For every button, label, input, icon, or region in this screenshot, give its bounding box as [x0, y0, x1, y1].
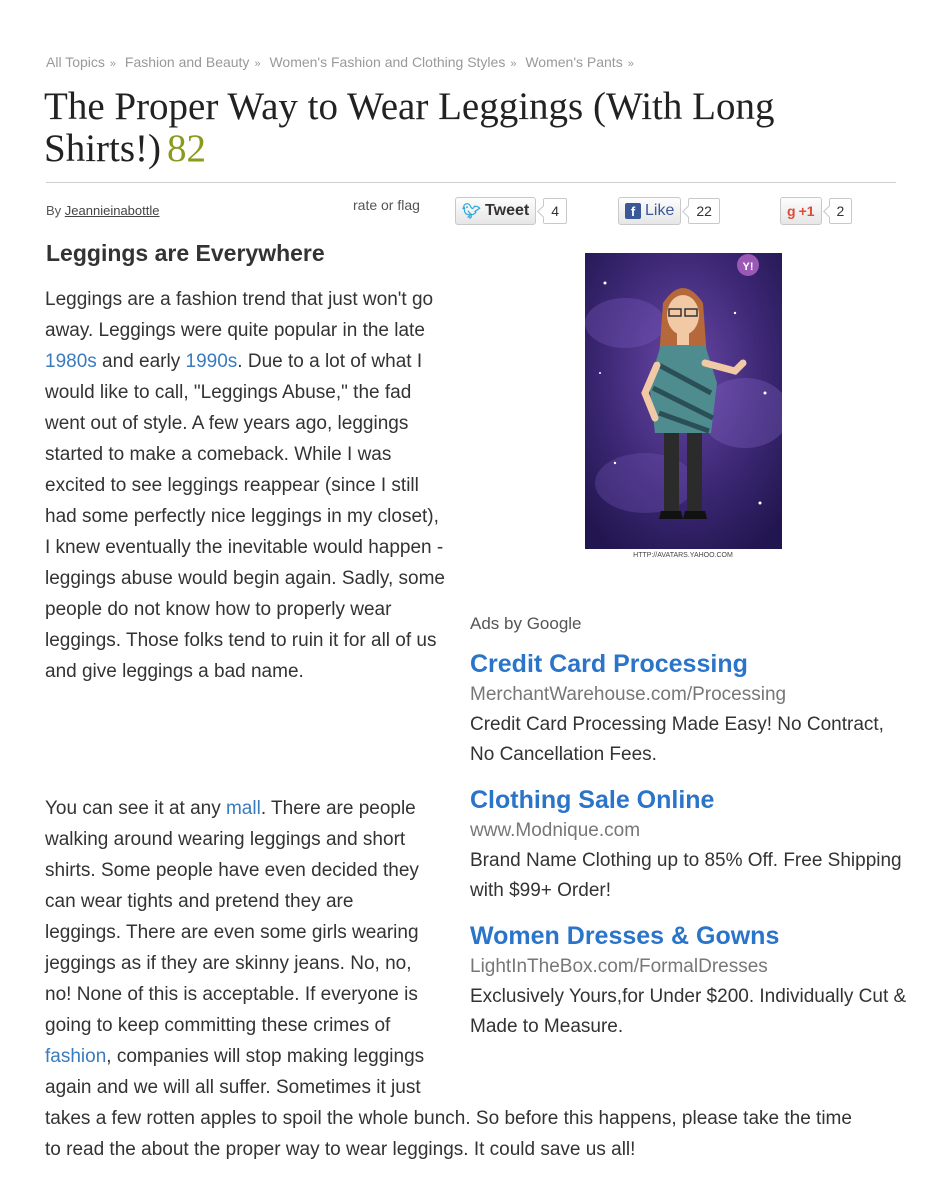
avatar-badge: Y!	[742, 261, 754, 273]
ads-label: Ads by Google	[470, 614, 582, 633]
ad-title-link[interactable]: Clothing Sale Online	[470, 786, 715, 814]
tweet-widget	[455, 196, 567, 226]
facebook-like-button[interactable]	[618, 197, 681, 225]
breadcrumb-all-topics[interactable]: All Topics	[46, 54, 105, 70]
google-plus-icon: g	[787, 203, 796, 219]
ad-title-link[interactable]: Women Dresses & Gowns	[470, 922, 780, 950]
paragraph-text: Leggings are a fashion trend that just won't go away. Leggings were quite popular in the late	[45, 289, 434, 341]
avatar-image	[585, 253, 782, 559]
image-caption: HTTP://AVATARS.YAHOO.COM	[633, 552, 733, 559]
ad-title-link[interactable]: Credit Card Processing	[470, 650, 748, 678]
link-fashion[interactable]: fashion	[45, 1046, 107, 1067]
ad-description: Exclusively Yours,for Under $200. Individually Cut & Made to Measure.	[470, 986, 907, 1037]
by-label: By	[46, 203, 62, 218]
paragraph-text: and early	[96, 351, 186, 372]
avatar-illustration	[585, 253, 782, 559]
breadcrumb-separator: »	[254, 58, 261, 70]
page-title	[44, 86, 884, 170]
breadcrumb-womens-fashion[interactable]: Women's Fashion and Clothing Styles	[269, 54, 506, 70]
twitter-bird-icon: 🐦︎	[462, 203, 482, 220]
facebook-like-widget	[618, 196, 720, 226]
breadcrumb-fashion-and-beauty[interactable]: Fashion and Beauty	[124, 54, 250, 70]
ad-item	[470, 920, 910, 1042]
ad-url: MerchantWarehouse.com/Processing	[470, 684, 787, 705]
google-plus-one-button[interactable]	[780, 197, 822, 225]
like-count: 22	[688, 198, 720, 224]
paragraph-text: , companies will stop making leggings again and we will all suffer. Sometimes it just takes a few rotten apples to spoil the whole bunch. So before this happens, please take the time to read the about the proper way to wear leggings. It could save us all!	[45, 1046, 852, 1160]
rate-or-flag-link[interactable]: rate or flag	[353, 197, 420, 213]
section-heading: Leggings are Everywhere	[46, 240, 325, 266]
breadcrumb	[46, 54, 639, 70]
breadcrumb-separator: »	[627, 58, 634, 70]
paragraph-text: . Due to a lot of what I would like to call, "Leggings Abuse," the fad went out of style. A few years ago, leggings started to make a comeback. While I was excited to see leggings reappear (since I still had some perfectly nice leggings in my closet), I knew eventually the inevitable would happen - leggings abuse would begin again. Sadly, some people do not know how to properly wear leggings. Those folks tend to ruin it for all of us and give leggings a bad name.	[45, 351, 445, 682]
author-link[interactable]: Jeannieinabottle	[64, 203, 160, 218]
paragraph-text: You can see it at any	[45, 798, 226, 819]
facebook-icon: f	[625, 203, 641, 219]
plus-one-count: 2	[829, 198, 853, 224]
title-divider	[46, 182, 896, 183]
paragraph-text: . There are people walking around wearing leggings and short shirts. Some people have even decided they can wear tights and pretend they are leggings. There are even some girls wearing jeggings as if they are skinny jeans. No, no, no! None of this is acceptable. If everyone is going to keep committing these crimes of	[45, 798, 419, 1036]
like-label: Like	[645, 202, 675, 219]
tweet-count: 4	[543, 198, 567, 224]
breadcrumb-womens-pants[interactable]: Women's Pants	[525, 54, 623, 70]
article-paragraph-1	[45, 284, 445, 687]
breadcrumb-separator: »	[510, 58, 517, 70]
tweet-label: Tweet	[485, 202, 530, 219]
ad-url: www.Modnique.com	[470, 820, 641, 841]
link-1990s[interactable]: 1990s	[185, 351, 238, 372]
title-text: The Proper Way to Wear Leggings (With Long Shirts!)	[44, 85, 775, 170]
google-ads	[470, 614, 910, 1042]
ad-item	[470, 648, 910, 770]
tweet-button[interactable]	[455, 197, 536, 225]
ad-description: Brand Name Clothing up to 85% Off. Free Shipping with $99+ Order!	[470, 850, 902, 901]
link-mall[interactable]: mall	[225, 798, 261, 819]
ad-description: Credit Card Processing Made Easy! No Contract, No Cancellation Fees.	[470, 714, 884, 765]
plus-one-label: +1	[798, 203, 815, 219]
ad-item	[470, 784, 910, 906]
breadcrumb-separator: »	[109, 58, 117, 70]
google-plus-widget	[780, 196, 852, 226]
byline	[46, 203, 160, 218]
hub-score: 82	[167, 127, 206, 170]
link-1980s[interactable]: 1980s	[45, 351, 97, 372]
ad-url: LightInTheBox.com/FormalDresses	[470, 956, 768, 977]
